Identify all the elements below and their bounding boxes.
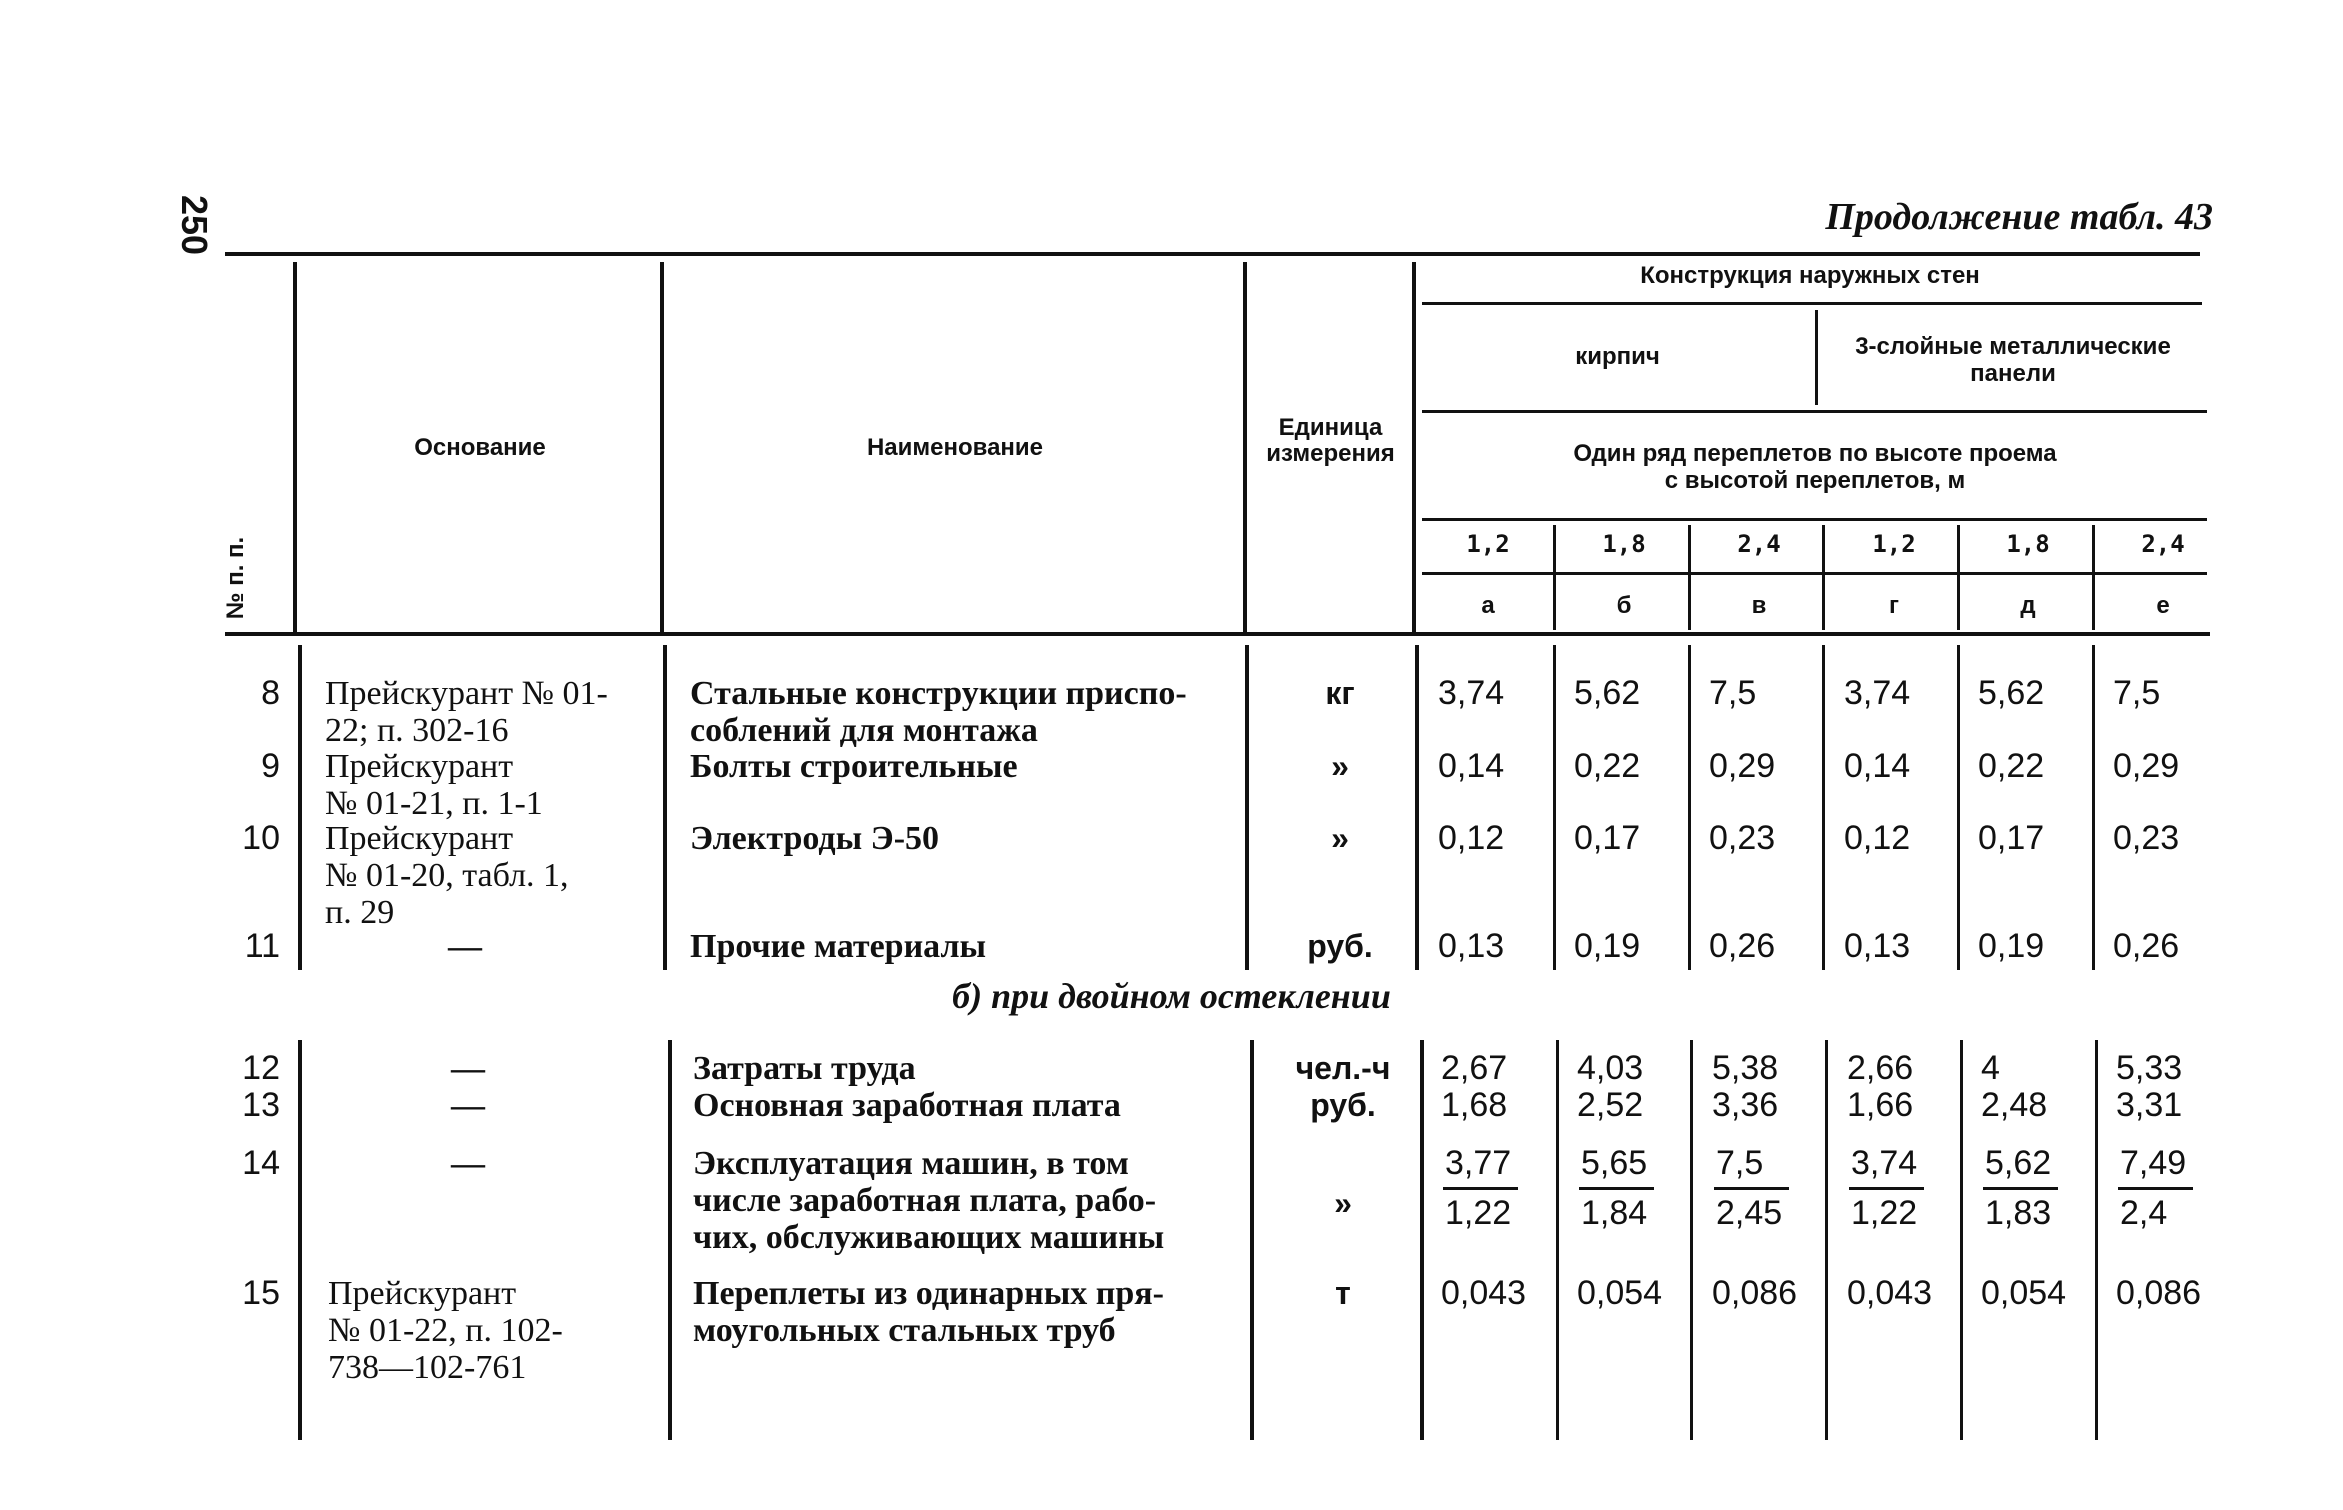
col-unit-header-line2: измерения	[1266, 440, 1395, 467]
value-cell: 0,086	[2116, 1274, 2202, 1312]
value-cell: 0,19	[1574, 927, 1641, 965]
sub-brick: кирпич	[1575, 343, 1660, 370]
letter-header-cell: д	[2020, 592, 2036, 619]
value-cell: 2,67	[1441, 1049, 1508, 1087]
value-cell: 0,12	[1438, 819, 1505, 857]
body-col-divider	[1690, 1040, 1693, 1440]
unit-cell: »	[1334, 1185, 1352, 1221]
row-number: 12	[242, 1049, 280, 1087]
value-cell: 0,29	[2113, 747, 2180, 785]
name-line: Стальные конструкции приспо-	[690, 675, 1187, 712]
name-line: числе заработная плата, рабо-	[693, 1182, 1157, 1219]
body-col-divider	[1688, 645, 1691, 970]
value-cell: 1,66	[1847, 1086, 1914, 1124]
row-number: 11	[244, 927, 280, 965]
basis-dash: —	[451, 1087, 485, 1124]
value-denominator: 2,45	[1716, 1194, 1783, 1232]
value-cell: 2,52	[1577, 1086, 1644, 1124]
basis-dash: —	[448, 928, 482, 965]
value-cell: 5,38	[1712, 1049, 1779, 1087]
col-name-header: Наименование	[866, 434, 1044, 461]
body-col-divider	[1957, 645, 1960, 970]
unit-cell: чел.-ч	[1295, 1050, 1391, 1086]
value-cell: 2,66	[1847, 1049, 1914, 1087]
body-col-divider	[1553, 645, 1556, 970]
value-cell: 0,23	[1709, 819, 1776, 857]
table-top-rule	[225, 252, 2200, 256]
basis-line: Прейскурант № 01-	[325, 675, 608, 712]
value-cell: 4	[1981, 1049, 2000, 1087]
page-number: 250	[174, 195, 215, 256]
basis-line: № 01-21, п. 1-1	[325, 785, 543, 822]
name-line: Переплеты из одинарных пря-	[693, 1275, 1164, 1312]
col-no-header: № п. п.	[222, 536, 249, 620]
value-denominator: 1,22	[1851, 1194, 1918, 1232]
name-line: Основная заработная плата	[693, 1087, 1121, 1124]
unit-cell: руб.	[1307, 928, 1373, 964]
group-rule	[1422, 410, 2207, 413]
letter-header-cell: е	[2156, 592, 2170, 619]
body-col-divider	[1825, 1040, 1828, 1440]
value-cell: 3,31	[2116, 1086, 2183, 1124]
value-numerator: 7,5	[1716, 1144, 1764, 1182]
body-col-divider	[1960, 1040, 1963, 1440]
value-cell: 0,29	[1709, 747, 1776, 785]
unit-cell: »	[1331, 820, 1349, 856]
fraction-bar	[2118, 1187, 2193, 1190]
value-numerator: 3,77	[1445, 1144, 1512, 1182]
basis-line: Прейскурант	[328, 1275, 517, 1312]
value-numerator: 7,49	[2120, 1144, 2187, 1182]
basis-line: № 01-22, п. 102-	[328, 1312, 563, 1349]
value-cell: 0,086	[1712, 1274, 1798, 1312]
sub-panels-line1: 3-слойные металлические	[1855, 333, 2171, 360]
value-cell: 5,62	[1574, 674, 1641, 712]
unit-cell: т	[1335, 1275, 1351, 1311]
basis-line: п. 29	[325, 894, 395, 931]
value-cell: 3,74	[1844, 674, 1911, 712]
unit-cell: »	[1331, 748, 1349, 784]
basis-line: 22; п. 302-16	[325, 712, 509, 749]
group-rule	[1422, 302, 2202, 305]
value-cell: 0,043	[1441, 1274, 1527, 1312]
header-divider	[293, 262, 297, 632]
value-cell: 7,5	[2113, 674, 2161, 712]
section-title: б) при двойном остеклении	[952, 976, 1391, 1016]
fraction-bar	[1849, 1187, 1924, 1190]
name-line: чих, обслуживающих машины	[693, 1219, 1165, 1256]
height-header-cell: 2,4	[2141, 530, 2185, 558]
fraction-bar	[1714, 1187, 1789, 1190]
value-cell: 0,26	[1709, 927, 1776, 965]
header-divider	[660, 262, 664, 632]
header-bottom-rule	[225, 632, 2210, 636]
value-cell: 5,33	[2116, 1049, 2183, 1087]
group-title: Конструкция наружных стен	[1640, 262, 1980, 289]
unit-cell: кг	[1325, 675, 1355, 711]
fraction-bar	[1983, 1187, 2058, 1190]
height-header-cell: 1,8	[1602, 530, 1646, 558]
value-denominator: 1,83	[1985, 1194, 2052, 1232]
body-col-divider	[1822, 645, 1825, 970]
value-cell: 0,22	[1978, 747, 2045, 785]
value-cell: 3,74	[1438, 674, 1505, 712]
value-cell: 3,36	[1712, 1086, 1779, 1124]
value-cell: 2,48	[1981, 1086, 2048, 1124]
name-line: соблений для монтажа	[690, 712, 1038, 749]
basis-line: Прейскурант	[325, 820, 514, 857]
letter-header-cell: в	[1751, 592, 1767, 619]
col-basis-header: Основание	[414, 434, 546, 461]
name-line: моугольных стальных труб	[693, 1312, 1116, 1349]
letter-header-cell: б	[1616, 592, 1632, 619]
row-number: 15	[242, 1274, 280, 1312]
value-cell: 0,22	[1574, 747, 1641, 785]
row-number: 10	[242, 819, 280, 857]
row-number: 13	[242, 1086, 280, 1124]
name-line: Электроды Э-50	[690, 820, 940, 857]
row-desc-line1: Один ряд переплетов по высоте проема	[1573, 440, 2057, 467]
value-denominator: 1,84	[1581, 1194, 1648, 1232]
name-line: Эксплуатация машин, в том	[693, 1145, 1129, 1182]
value-cell: 0,19	[1978, 927, 2045, 965]
basis-dash: —	[451, 1050, 485, 1087]
body-divider	[1415, 645, 1419, 970]
value-cell: 0,17	[1574, 819, 1641, 857]
body-divider	[668, 1040, 672, 1440]
value-denominator: 1,22	[1445, 1194, 1512, 1232]
group-rule	[1422, 518, 2207, 521]
row-number: 8	[261, 674, 280, 712]
height-header-cell: 2,4	[1737, 530, 1781, 558]
row-number: 14	[242, 1144, 280, 1182]
body-divider	[1420, 1040, 1424, 1440]
value-cell: 0,054	[1577, 1274, 1663, 1312]
body-col-divider	[1556, 1040, 1559, 1440]
value-cell: 0,14	[1438, 747, 1505, 785]
value-numerator: 3,74	[1851, 1144, 1918, 1182]
value-cell: 0,23	[2113, 819, 2180, 857]
value-cell: 0,13	[1438, 927, 1505, 965]
body-divider	[298, 1040, 302, 1440]
name-line: Прочие материалы	[690, 928, 987, 965]
value-cell: 7,5	[1709, 674, 1757, 712]
sub-panels-line2: панели	[1970, 360, 2056, 387]
value-cell: 0,13	[1844, 927, 1911, 965]
basis-dash: —	[451, 1145, 485, 1182]
row-number: 9	[261, 747, 280, 785]
height-header-cell: 1,2	[1466, 530, 1510, 558]
value-cell: 0,26	[2113, 927, 2180, 965]
value-cell: 4,03	[1577, 1049, 1644, 1087]
letter-header-cell: г	[1889, 592, 1899, 619]
col-unit-header-line1: Единица	[1278, 414, 1383, 441]
group-rule	[1422, 572, 2207, 575]
value-cell: 0,043	[1847, 1274, 1933, 1312]
table-caption: Продолжение табл. 43	[1825, 196, 2213, 238]
row-desc-line2: с высотой переплетов, м	[1664, 467, 1966, 494]
value-cell: 5,62	[1978, 674, 2045, 712]
basis-line: № 01-20, табл. 1,	[325, 857, 569, 894]
basis-line: Прейскурант	[325, 748, 514, 785]
body-col-divider	[2095, 1040, 2098, 1440]
body-col-divider	[2092, 645, 2095, 970]
letter-header-cell: а	[1481, 592, 1495, 619]
value-cell: 0,12	[1844, 819, 1911, 857]
value-cell: 0,17	[1978, 819, 2045, 857]
name-line: Болты строительные	[690, 748, 1018, 785]
unit-cell: руб.	[1310, 1087, 1376, 1123]
value-cell: 1,68	[1441, 1086, 1508, 1124]
value-cell: 0,054	[1981, 1274, 2067, 1312]
value-cell: 0,14	[1844, 747, 1911, 785]
value-denominator: 2,4	[2120, 1194, 2168, 1232]
fraction-bar	[1579, 1187, 1654, 1190]
height-header-cell: 1,2	[1872, 530, 1916, 558]
height-header-cell: 1,8	[2006, 530, 2050, 558]
body-divider	[298, 645, 302, 970]
value-numerator: 5,62	[1985, 1144, 2052, 1182]
fraction-bar	[1443, 1187, 1518, 1190]
name-line: Затраты труда	[693, 1050, 916, 1087]
basis-line: 738—102-761	[328, 1349, 527, 1386]
value-numerator: 5,65	[1581, 1144, 1648, 1182]
